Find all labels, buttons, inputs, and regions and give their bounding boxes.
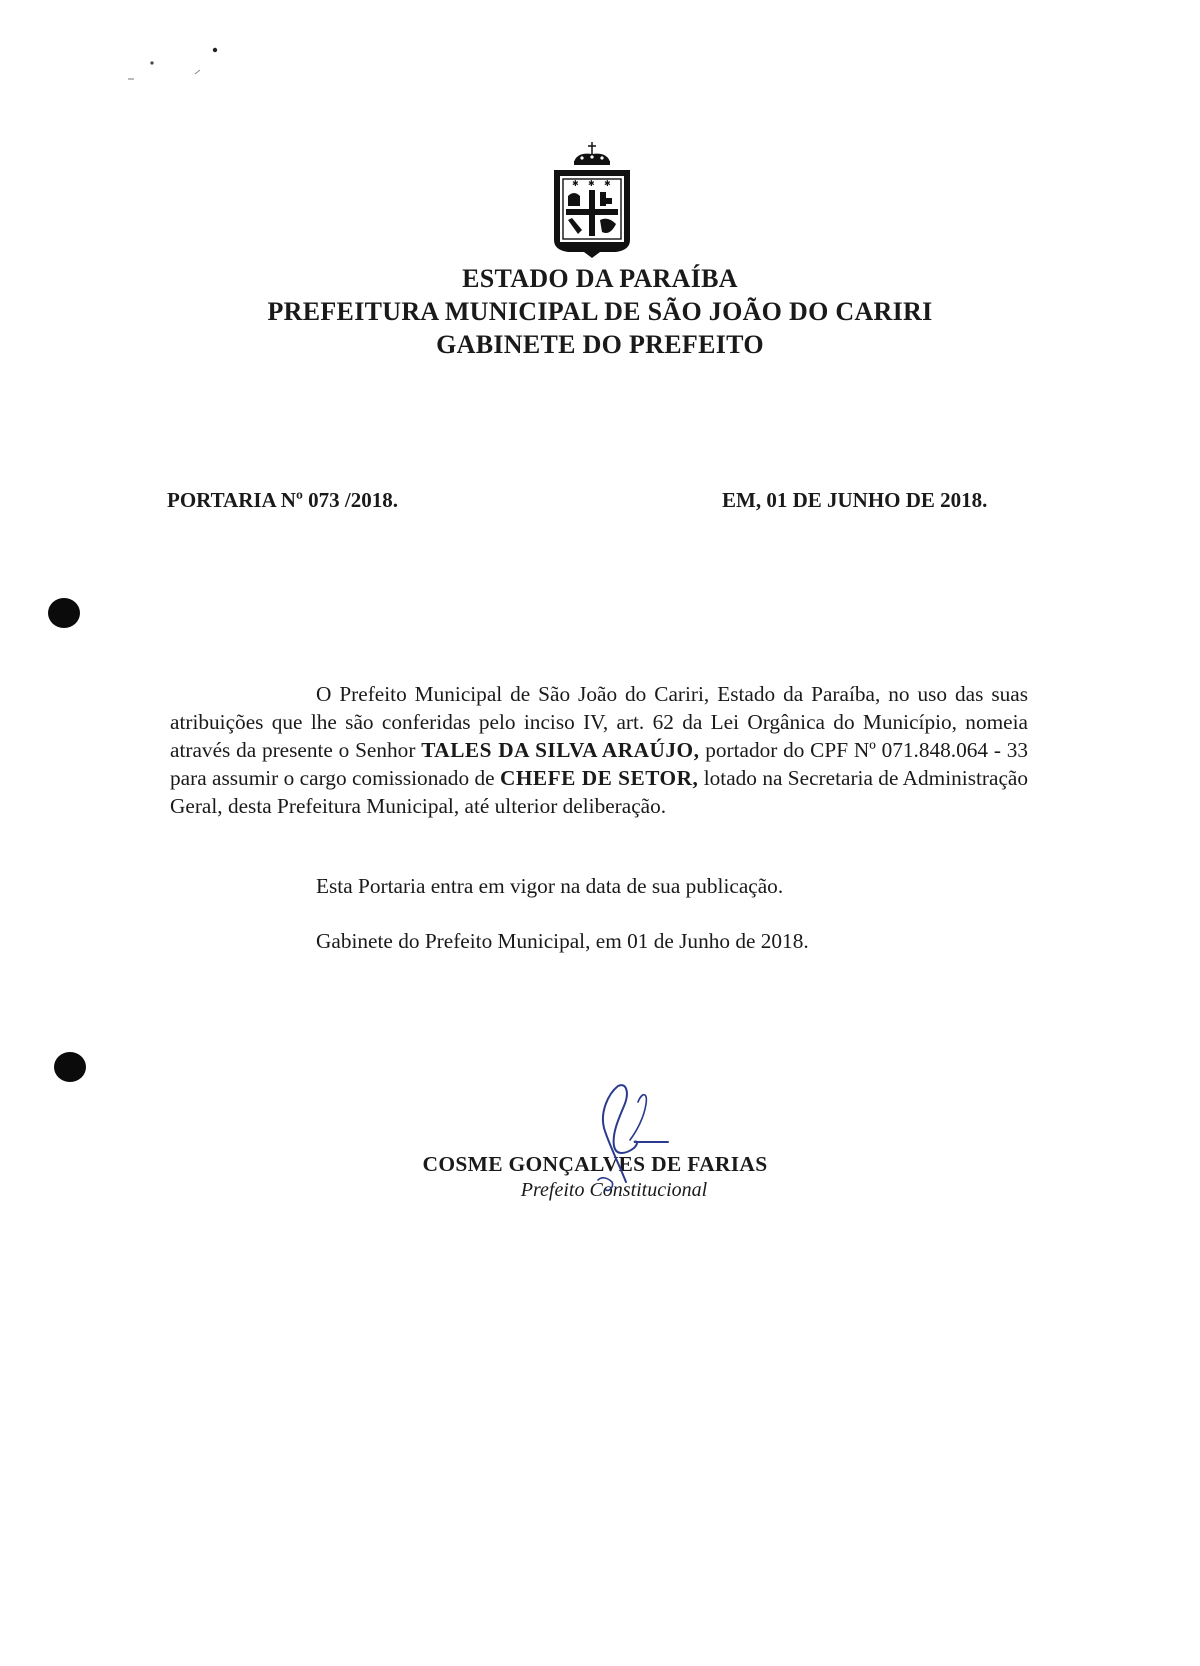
scan-specks bbox=[120, 40, 220, 90]
svg-text:✱: ✱ bbox=[604, 179, 611, 188]
svg-text:✱: ✱ bbox=[572, 179, 579, 188]
letterhead bbox=[0, 262, 1200, 361]
paragraph-closing: Gabinete do Prefeito Municipal, em 01 de Junho de 2018. bbox=[316, 929, 809, 953]
paragraph-text-mid: portador do CPF Nº 071.848.064 - 33 para assumir o cargo comissionado de bbox=[170, 738, 1029, 790]
portaria-number: PORTARIA Nº 073 /2018. bbox=[167, 488, 398, 512]
document-body bbox=[170, 680, 1028, 820]
header-municipality: PREFEITURA MUNICIPAL DE SÃO JOÃO DO CARIRI bbox=[267, 297, 933, 326]
signer-name: COSME GONÇALVES DE FARIAS bbox=[422, 1152, 768, 1176]
position-title: CHEFE DE SETOR, bbox=[499, 766, 699, 790]
paragraph-text-end: lotado na Secretaria de Administração Geral, desta Prefeitura Municipal, até ulterior deliberação. bbox=[170, 766, 1028, 818]
paragraph-text-start: O Prefeito Municipal de São João do Cariri, Estado da Paraíba, no uso das suas atribuições que lhe são conferidas pelo inciso IV, art. 62 da Lei Orgânica do Município, nomeia através da presente o Senhor bbox=[170, 682, 1028, 762]
header-office: GABINETE DO PREFEITO bbox=[436, 330, 764, 359]
handwritten-signature-icon bbox=[568, 1082, 688, 1202]
punch-hole-top bbox=[48, 598, 80, 628]
appointee-name: TALES DA SILVA ARAÚJO, bbox=[421, 738, 700, 762]
coat-of-arms-icon bbox=[550, 140, 634, 258]
document-date: EM, 01 DE JUNHO DE 2018. bbox=[722, 488, 988, 512]
paragraph-effective: Esta Portaria entra em vigor na data de sua publicação. bbox=[316, 874, 784, 898]
signer-role: Prefeito Constitucional bbox=[520, 1179, 708, 1201]
header-state: ESTADO DA PARAÍBA bbox=[462, 264, 738, 293]
paragraph-appointment bbox=[170, 680, 1028, 820]
punch-hole-bottom bbox=[54, 1052, 86, 1082]
svg-text:✱: ✱ bbox=[588, 179, 595, 188]
